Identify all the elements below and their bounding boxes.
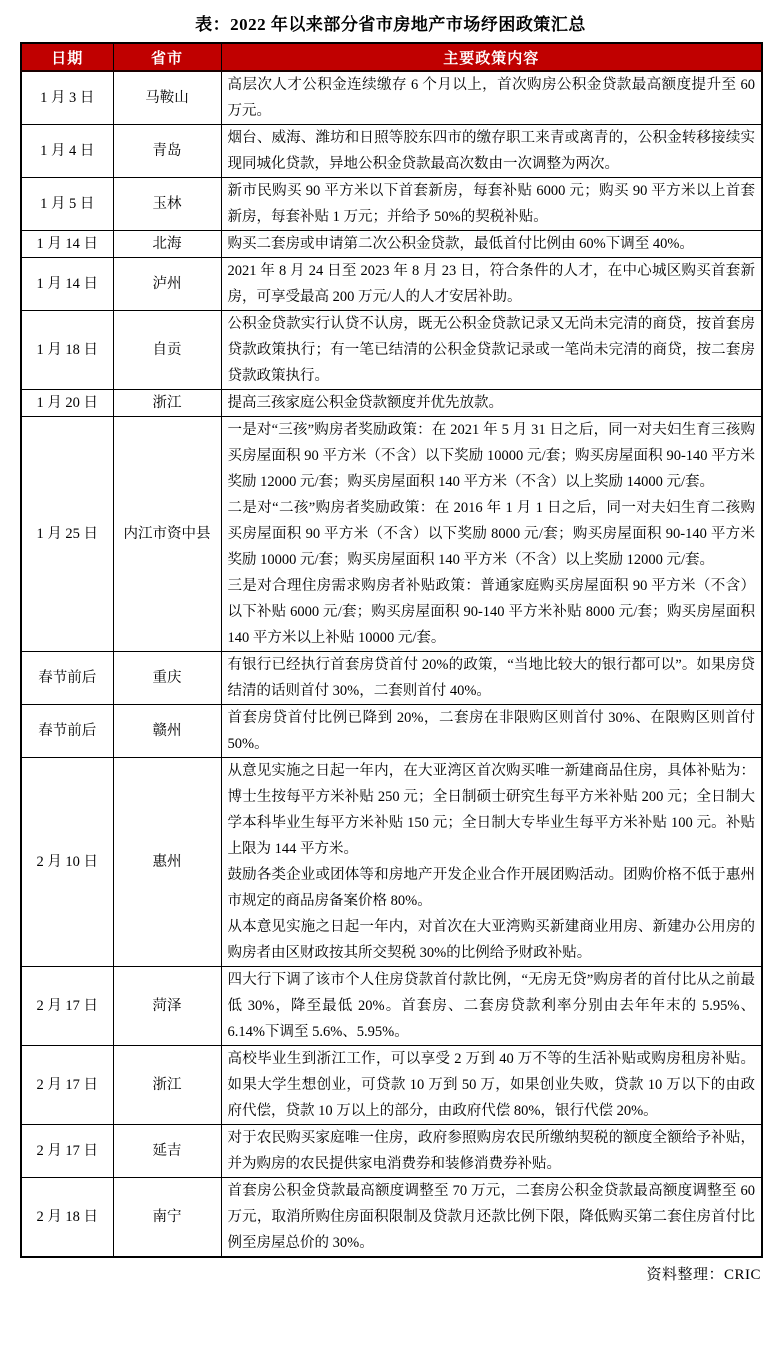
policy-paragraph: 三是对合理住房需求购房者补贴政策：普通家庭购买房屋面积 90 平方米（不含）以下补贴 6000 元/套；购买房屋面积 90-140 平方米补贴 8000 元/套；购买房屋面积 140 平方米以上补贴 10000 元/套。 [227,578,755,646]
date-cell: 1 月 3 日 [21,71,113,125]
table-row [21,231,762,258]
date-cell: 1 月 25 日 [21,417,113,652]
source-note: 资料整理：CRIC [646,1267,761,1283]
policy-paragraph: 烟台、威海、潍坊和日照等胶东四市的缴存职工来青或离青的，公积金转移接续实现同城化贷款，异地公积金贷款最高次数由一次调整为两次。 [227,130,755,172]
policy-paragraph: 提高三孩家庭公积金贷款额度并优先放款。 [227,395,503,411]
table-header-city: 省市 [113,43,221,71]
policy-cell [221,125,762,178]
table-row [21,758,762,967]
table-row [21,258,762,311]
city-cell: 玉林 [113,178,221,231]
city-cell: 浙江 [113,1046,221,1125]
date-cell: 2 月 10 日 [21,758,113,967]
date-cell: 1 月 14 日 [21,258,113,311]
policy-paragraph: 对于农民购买家庭唯一住房，政府参照购房农民所缴纳契税的额度全额给予补贴，并为购房的农民提供家电消费券和装修消费券补贴。 [227,1130,755,1172]
date-cell: 1 月 5 日 [21,178,113,231]
policy-cell [221,71,762,125]
table-row [21,178,762,231]
policy-paragraph: 公积金贷款实行认贷不认房，既无公积金贷款记录又无尚未完清的商贷，按首套房贷款政策执行；有一笔已结清的公积金贷款记录或一笔尚未完清的商贷，按二套房贷款政策执行。 [227,316,755,384]
policy-paragraph: 高校毕业生到浙江工作，可以享受 2 万到 40 万不等的生活补贴或购房租房补贴。如果大学生想创业，可贷款 10 万到 50 万，如果创业失败，贷款 10 万以下的由政府代偿，贷款 10 万以上的部分，由政府代偿 80%，银行代偿 20%。 [227,1051,755,1119]
city-cell: 惠州 [113,758,221,967]
table-row [21,125,762,178]
table-row [21,71,762,125]
policy-cell [221,652,762,705]
date-cell: 1 月 4 日 [21,125,113,178]
policy-paragraph: 首套房贷首付比例已降到 20%，二套房在非限购区则首付 30%、在限购区则首付 50%。 [227,710,755,752]
policy-cell [221,311,762,390]
policy-cell [221,258,762,311]
policy-paragraph: 新市民购买 90 平方米以下首套新房，每套补贴 6000 元；购买 90 平方米以上首套新房，每套补贴 1 万元；并给予 50%的契税补贴。 [227,183,755,225]
policy-paragraph: 二是对“二孩”购房者奖励政策：在 2016 年 1 月 1 日之后，同一对夫妇生育二孩购买房屋面积 90 平方米（不含）以下奖励 8000 元/套；购买房屋面积 90-140 平方米奖励 10000 元/套；购买房屋面积 140 平方米（不含）以上奖励 12000 元/套。 [227,500,755,568]
date-cell: 2 月 17 日 [21,1046,113,1125]
policy-cell [221,758,762,967]
policy-table-header [21,43,762,71]
policy-cell [221,178,762,231]
city-cell: 浙江 [113,390,221,417]
policy-table [20,42,763,1258]
date-cell: 2 月 17 日 [21,967,113,1046]
page-title: 表：2022 年以来部分省市房地产市场纾困政策汇总 [195,15,586,34]
city-cell: 自贡 [113,311,221,390]
policy-cell [221,967,762,1046]
policy-table-body [21,71,762,1257]
policy-cell [221,390,762,417]
policy-paragraph: 购买二套房或申请第二次公积金贷款，最低首付比例由 60%下调至 40%。 [227,236,694,252]
policy-cell [221,1125,762,1178]
policy-paragraph: 2021 年 8 月 24 日至 2023 年 8 月 23 日，符合条件的人才，在中心城区购买首套新房，可享受最高 200 万元/人的人才安居补助。 [227,263,755,305]
policy-cell [221,1178,762,1258]
policy-paragraph: 首套房公积金贷款最高额度调整至 70 万元，二套房公积金贷款最高额度调整至 60 万元，取消所购住房面积限制及贷款月还款比例下限，降低购买第二套住房首付比例至房屋总价的 30%。 [227,1183,755,1251]
table-row [21,1178,762,1258]
date-cell: 春节前后 [21,705,113,758]
header-row [21,43,762,71]
table-header-date: 日期 [21,43,113,71]
city-cell: 重庆 [113,652,221,705]
table-row [21,1046,762,1125]
policy-paragraph: 从意见实施之日起一年内，在大亚湾区首次购买唯一新建商品住房，具体补贴为：博士生按每平方米补贴 250 元；全日制硕士研究生每平方米补贴 200 元；全日制大学本科毕业生每平方米补贴 150 元；全日制大专毕业生每平方米补贴 100 元。补贴上限为 144 平方米。 [227,763,755,857]
policy-cell [221,417,762,652]
city-cell: 青岛 [113,125,221,178]
date-cell: 2 月 17 日 [21,1125,113,1178]
date-cell: 1 月 14 日 [21,231,113,258]
date-cell: 2 月 18 日 [21,1178,113,1258]
city-cell: 南宁 [113,1178,221,1258]
city-cell: 菏泽 [113,967,221,1046]
policy-paragraph: 四大行下调了该市个人住房贷款首付款比例，“无房无贷”购房者的首付比从之前最低 30%，降至最低 20%。首套房、二套房贷款利率分别由去年年末的 5.95%、6.14%下调至 5.6%、5.95%。 [227,972,755,1040]
city-cell: 延吉 [113,1125,221,1178]
date-cell: 1 月 18 日 [21,311,113,390]
city-cell: 北海 [113,231,221,258]
city-cell: 内江市资中县 [113,417,221,652]
table-row [21,1125,762,1178]
table-row [21,417,762,652]
policy-paragraph: 一是对“三孩”购房者奖励政策：在 2021 年 5 月 31 日之后，同一对夫妇生育三孩购买房屋面积 90 平方米（不含）以下奖励 10000 元/套；购买房屋面积 90-140 平方米奖励 12000 元/套；购买房屋面积 140 平方米（不含）以上奖励 14000 元/套。 [227,422,755,490]
table-row [21,705,762,758]
city-cell: 马鞍山 [113,71,221,125]
policy-paragraph: 有银行已经执行首套房贷首付 20%的政策，“当地比较大的银行都可以”。如果房贷结清的话则首付 30%，二套则首付 40%。 [227,657,755,699]
table-row [21,390,762,417]
policy-paragraph: 高层次人才公积金连续缴存 6 个月以上，首次购房公积金贷款最高额度提升至 60 万元。 [227,77,755,119]
policy-cell [221,231,762,258]
date-cell: 1 月 20 日 [21,390,113,417]
policy-paragraph: 鼓励各类企业或团体等和房地产开发企业合作开展团购活动。团购价格不低于惠州市规定的商品房备案价格 80%。 [227,867,755,909]
table-header-policy: 主要政策内容 [221,43,762,71]
policy-paragraph: 从本意见实施之日起一年内，对首次在大亚湾购买新建商业用房、新建办公用房的购房者由区财政按其所交契税 30%的比例给予财政补贴。 [227,919,755,961]
table-row [21,967,762,1046]
table-row [21,652,762,705]
policy-cell [221,705,762,758]
city-cell: 泸州 [113,258,221,311]
table-row [21,311,762,390]
date-cell: 春节前后 [21,652,113,705]
city-cell: 赣州 [113,705,221,758]
policy-cell [221,1046,762,1125]
